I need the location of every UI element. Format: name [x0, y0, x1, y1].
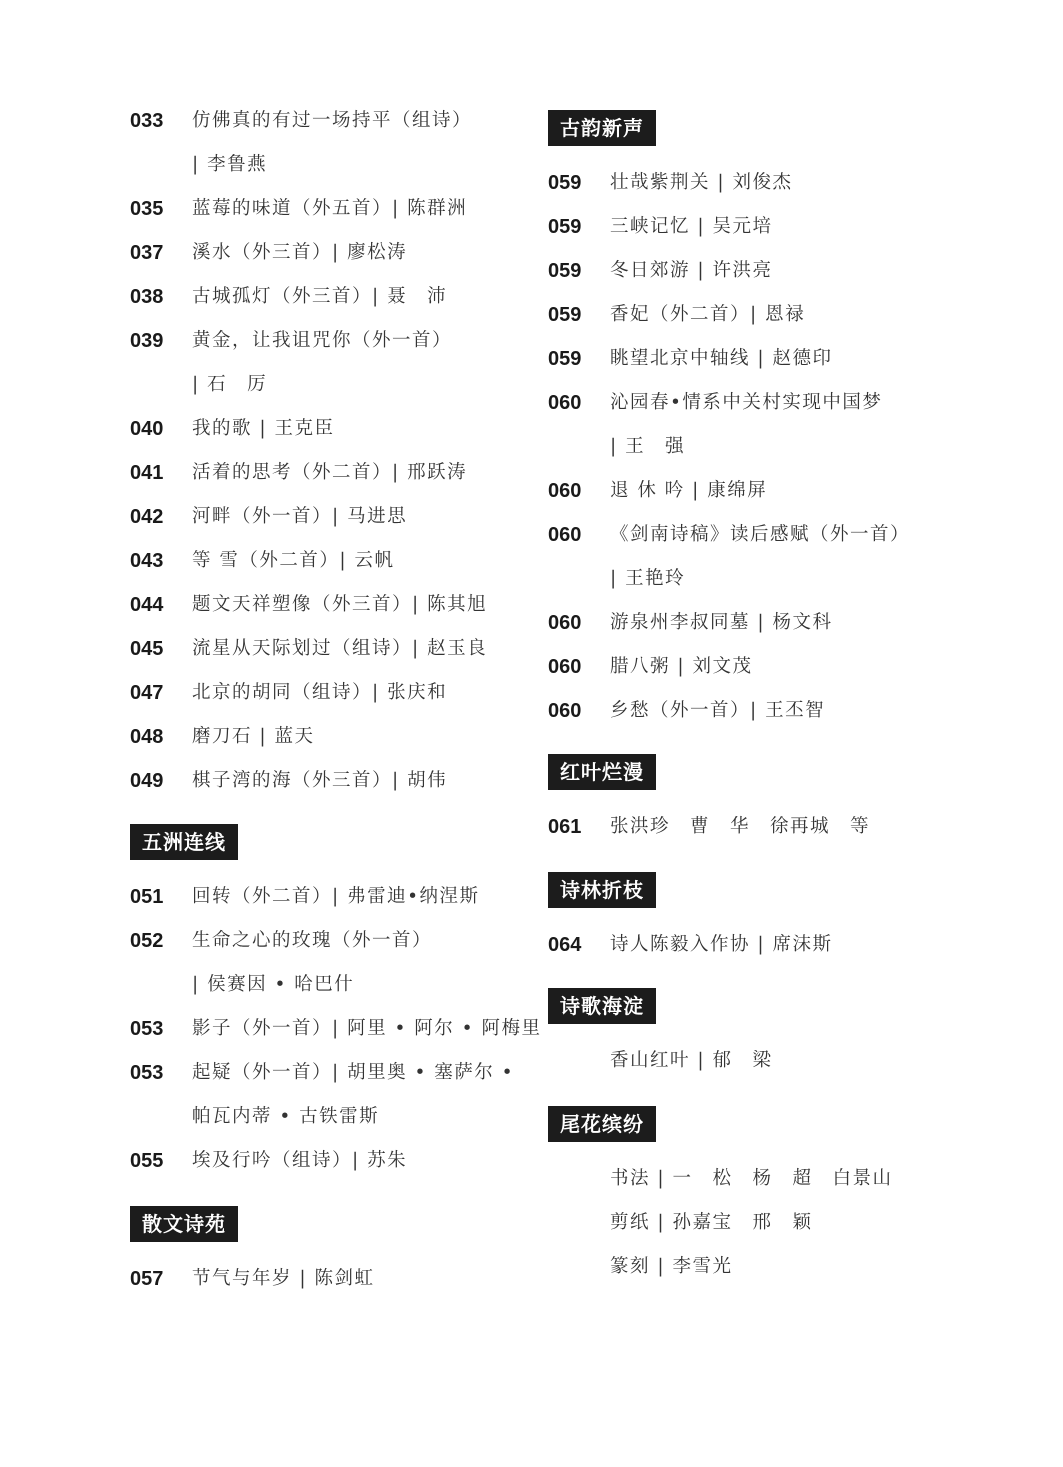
page-number: 042 — [130, 506, 164, 528]
page-number: 051 — [130, 886, 164, 908]
entry-title: 影子（外一首）| 阿里 • 阿尔 • 阿梅里 — [192, 1018, 542, 1039]
entry-title: 起疑（外一首）| 胡里奥 • 塞萨尔 • — [192, 1062, 515, 1083]
section-header-hongye: 红叶烂漫 — [548, 754, 656, 790]
page-number: 035 — [130, 198, 164, 220]
entry-title: 生命之心的玫瑰（外一首） — [192, 930, 433, 951]
entry-title: 我的歌 | 王克臣 — [192, 418, 335, 439]
entry-title: 溪水（外三首）| 廖松涛 — [192, 242, 408, 263]
page-number: 060 — [548, 612, 582, 634]
entry-title: 冬日郊游 | 许洪亮 — [610, 260, 773, 281]
page-number: 060 — [548, 524, 582, 546]
entry-author: | 王艳玲 — [610, 568, 686, 589]
page-number: 049 — [130, 770, 164, 792]
entry-title: 埃及行吟（组诗）| 苏朱 — [192, 1150, 408, 1171]
page-number: 057 — [130, 1268, 164, 1290]
entry-title: 书法 | 一 松 杨 超 白景山 — [610, 1168, 893, 1189]
page-number: 053 — [130, 1018, 164, 1040]
page-number: 053 — [130, 1062, 164, 1084]
entry-author: | 石 厉 — [192, 374, 268, 395]
page-number: 064 — [548, 934, 582, 956]
entry-title: 等 雪（外二首）| 云帆 — [192, 550, 395, 571]
entry-title: 棋子湾的海（外三首）| 胡伟 — [192, 770, 448, 791]
page-number: 060 — [548, 480, 582, 502]
page-number: 052 — [130, 930, 164, 952]
entry-title: 三峡记忆 | 吴元培 — [610, 216, 773, 237]
section-header-shilin: 诗林折枝 — [548, 872, 656, 908]
entry-title: 蓝莓的味道（外五首）| 陈群洲 — [192, 198, 468, 219]
entry-title: 游泉州李叔同墓 | 杨文科 — [610, 612, 833, 633]
page-number: 039 — [130, 330, 164, 352]
page-number: 048 — [130, 726, 164, 748]
section-header-weihua: 尾花缤纷 — [548, 1106, 656, 1142]
entry-author: 帕瓦内蒂 • 古铁雷斯 — [192, 1106, 380, 1127]
entry-title: 题文天祥塑像（外三首）| 陈其旭 — [192, 594, 488, 615]
entry-title: 腊八粥 | 刘文茂 — [610, 656, 753, 677]
page-number: 044 — [130, 594, 164, 616]
page-number: 043 — [130, 550, 164, 572]
entry-title: 活着的思考（外二首）| 邢跃涛 — [192, 462, 468, 483]
page-number: 055 — [130, 1150, 164, 1172]
page-number: 047 — [130, 682, 164, 704]
entry-title: 退 休 吟 | 康绵屏 — [610, 480, 768, 501]
section-header-sanwen: 散文诗苑 — [130, 1206, 238, 1242]
entry-title: 沁园春•情系中关村实现中国梦 — [610, 392, 883, 413]
page-number: 045 — [130, 638, 164, 660]
entry-author: | 李鲁燕 — [192, 154, 268, 175]
section-header-haidian: 诗歌海淀 — [548, 988, 656, 1024]
entry-title: 回转（外二首）| 弗雷迪•纳涅斯 — [192, 886, 480, 907]
entry-title: 乡愁（外一首）| 王丕智 — [610, 700, 826, 721]
entry-title: 磨刀石 | 蓝天 — [192, 726, 315, 747]
page-number: 060 — [548, 700, 582, 722]
page-number: 059 — [548, 348, 582, 370]
entry-title: 香山红叶 | 郁 梁 — [610, 1050, 773, 1071]
entry-title: 香妃（外二首）| 恩禄 — [610, 304, 806, 325]
entry-title: 河畔（外一首）| 马进思 — [192, 506, 408, 527]
entry-title: 诗人陈毅入作协 | 席沫斯 — [610, 934, 833, 955]
section-header-wuzhou: 五洲连线 — [130, 824, 238, 860]
entry-author: | 王 强 — [610, 436, 686, 457]
entry-title: 仿佛真的有过一场持平（组诗） — [192, 110, 473, 131]
entry-title: 眺望北京中轴线 | 赵德印 — [610, 348, 833, 369]
entry-title: 篆刻 | 李雪光 — [610, 1256, 733, 1277]
page-number: 037 — [130, 242, 164, 264]
page-number: 059 — [548, 260, 582, 282]
entry-title: 壮哉紫荆关 | 刘俊杰 — [610, 172, 793, 193]
page-number: 033 — [130, 110, 164, 132]
page-number: 038 — [130, 286, 164, 308]
entry-author: | 侯赛因 • 哈巴什 — [192, 974, 355, 995]
section-header-guyun: 古韵新声 — [548, 110, 656, 146]
entry-title: 节气与年岁 | 陈剑虹 — [192, 1268, 375, 1289]
page-number: 040 — [130, 418, 164, 440]
page-number: 059 — [548, 172, 582, 194]
entry-title: 古城孤灯（外三首）| 聂 沛 — [192, 286, 448, 307]
entry-title: 流星从天际划过（组诗）| 赵玉良 — [192, 638, 488, 659]
page-number: 059 — [548, 216, 582, 238]
entry-title: 黄金，让我诅咒你（外一首） — [192, 330, 453, 351]
entry-title: 张洪珍 曹 华 徐再城 等 — [610, 816, 871, 837]
page-number: 041 — [130, 462, 164, 484]
page-number: 061 — [548, 816, 582, 838]
page-number: 060 — [548, 656, 582, 678]
page-number: 059 — [548, 304, 582, 326]
page-number: 060 — [548, 392, 582, 414]
entry-title: 《剑南诗稿》读后感赋（外一首） — [610, 524, 911, 545]
entry-title: 北京的胡同（组诗）| 张庆和 — [192, 682, 448, 703]
entry-title: 剪纸 | 孙嘉宝 邢 颖 — [610, 1212, 813, 1233]
